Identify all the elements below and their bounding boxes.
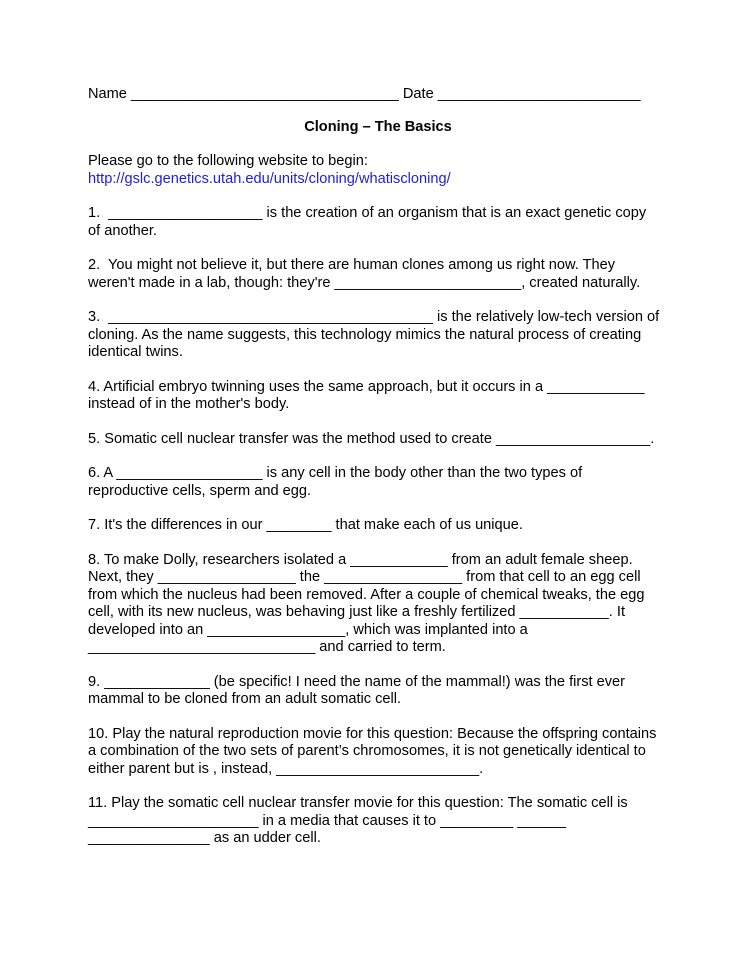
question-line: 7. It's the differences in our ________ that make each of us unique. — [88, 517, 523, 533]
question-line: cloning. As the name suggests, this technology mimics the natural process of creating — [88, 326, 642, 343]
questions-list — [88, 205, 668, 848]
question-5 — [88, 431, 668, 449]
question-line: reproductive cells, sperm and egg. — [88, 482, 312, 499]
question-line: developed into an _________________, which was implanted into a — [88, 621, 528, 638]
website-link[interactable]: http://gslc.genetics.utah.edu/units/cloning/whatiscloning/ — [88, 170, 451, 187]
question-3 — [88, 309, 668, 362]
question-line: from which the nucleus had been removed. After a couple of chemical tweaks, the egg — [88, 586, 645, 603]
worksheet-page — [88, 86, 668, 848]
question-line: 5. Somatic cell nuclear transfer was the method used to create ___________________. — [88, 430, 655, 447]
question-line: either parent but is , instead, _________________________. — [88, 760, 484, 777]
question-line: ____________________________ and carried to term. — [88, 639, 446, 655]
question-10 — [88, 726, 668, 779]
question-line: Next, they _________________ the _________________ from that cell to an egg cell — [88, 569, 641, 585]
question-7 — [88, 517, 668, 535]
question-9 — [88, 674, 668, 709]
question-line: _______________ as an udder cell. — [88, 830, 321, 846]
question-line: 2. You might not believe it, but there are human clones among us right now. They — [88, 257, 616, 273]
question-1 — [88, 205, 668, 240]
question-line: cell, with its new nucleus, was behaving just like a freshly fertilized ___________. It — [88, 604, 626, 620]
intro-text: Please go to the following website to begin: — [88, 153, 368, 169]
question-line: 3. ________________________________________ is the relatively low-tech version of — [88, 309, 660, 325]
question-line: _____________________ in a media that causes it to _________ ______ — [88, 812, 566, 829]
question-line: 1. ___________________ is the creation of an organism that is an exact genetic copy — [88, 205, 647, 221]
question-line: a combination of the two sets of parent’s chromosomes, it is not genetically identical to — [88, 743, 646, 759]
page-title: Cloning – The Basics — [304, 118, 452, 135]
question-line: 11. Play the somatic cell nuclear transfer movie for this question: The somatic cell is — [88, 795, 628, 811]
question-line: weren't made in a lab, though: they're _______________________, created naturally. — [88, 274, 641, 291]
question-8 — [88, 552, 668, 657]
question-6 — [88, 465, 668, 500]
question-line: 9. _____________ (be specific! I need the name of the mammal!) was the first ever — [88, 673, 626, 690]
question-line: 6. A __________________ is any cell in the body other than the two types of — [88, 465, 583, 481]
question-line: 8. To make Dolly, researchers isolated a ____________ from an adult female sheep. — [88, 551, 633, 568]
question-line: instead of in the mother's body. — [88, 396, 290, 412]
question-line: of another. — [88, 222, 157, 239]
intro-block — [88, 153, 668, 188]
question-line: 10. Play the natural reproduction movie for this question: Because the offspring contains — [88, 725, 657, 742]
question-11 — [88, 795, 668, 848]
question-line: 4. Artificial embryo twinning uses the same approach, but it occurs in a ____________ — [88, 378, 645, 395]
question-2 — [88, 257, 668, 292]
question-4 — [88, 379, 668, 414]
question-line: mammal to be cloned from an adult somatic cell. — [88, 691, 402, 707]
question-line: identical twins. — [88, 344, 183, 360]
name-date-line: Name _________________________________ Date _________________________ — [88, 86, 641, 102]
